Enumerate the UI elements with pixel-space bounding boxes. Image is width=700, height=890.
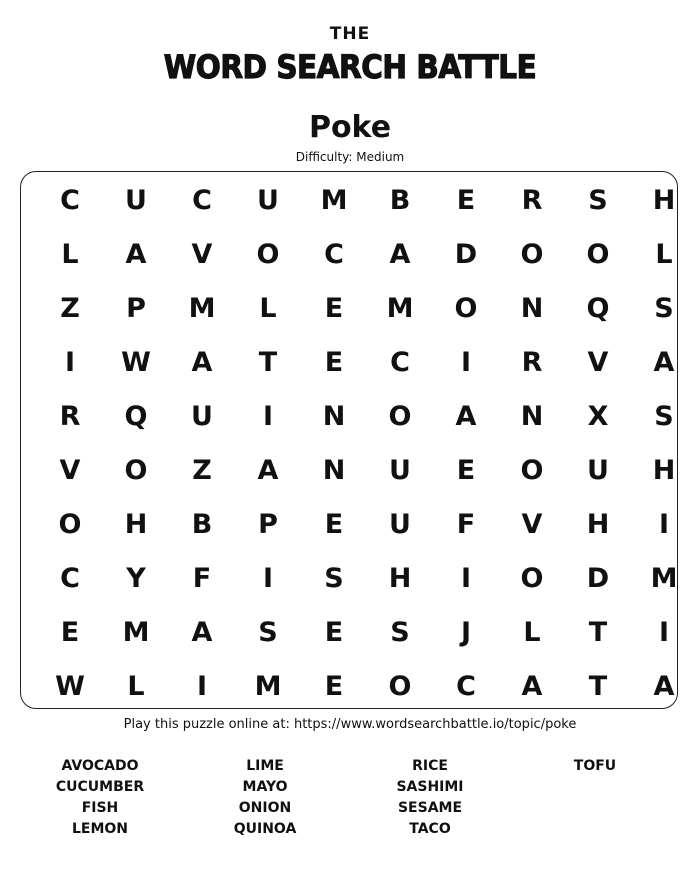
grid-cell[interactable]: R bbox=[521, 347, 543, 378]
grid-cell[interactable]: O bbox=[454, 293, 478, 324]
grid-cell[interactable]: Z bbox=[192, 455, 212, 486]
word-column bbox=[20, 756, 180, 840]
grid-cell[interactable]: N bbox=[520, 293, 544, 324]
grid-cell[interactable]: M bbox=[188, 293, 216, 324]
grid-cell[interactable]: P bbox=[258, 509, 278, 540]
grid-cell[interactable]: E bbox=[324, 293, 344, 324]
word-list-item: ONION bbox=[238, 800, 292, 816]
grid-cell[interactable]: A bbox=[653, 347, 675, 378]
grid-cell[interactable]: H bbox=[586, 509, 610, 540]
grid-cell[interactable]: F bbox=[192, 563, 212, 594]
grid-cell[interactable]: J bbox=[460, 617, 472, 648]
grid-cell[interactable]: S bbox=[654, 401, 674, 432]
grid-cell[interactable]: A bbox=[521, 671, 543, 702]
grid-cell[interactable]: U bbox=[125, 185, 147, 216]
grid-cell[interactable]: E bbox=[324, 347, 344, 378]
grid-cell[interactable]: Y bbox=[126, 563, 146, 594]
grid-cell[interactable]: A bbox=[389, 239, 411, 270]
word-list-item: CUCUMBER bbox=[55, 779, 145, 795]
grid-cell[interactable]: R bbox=[521, 185, 543, 216]
grid-cell[interactable]: I bbox=[460, 563, 472, 594]
word-list bbox=[0, 756, 700, 856]
grid-cell[interactable]: V bbox=[521, 509, 543, 540]
grid-cell[interactable]: T bbox=[588, 671, 608, 702]
grid-cell[interactable]: I bbox=[460, 347, 472, 378]
pre-title: THE bbox=[329, 24, 371, 44]
grid-cell[interactable]: C bbox=[390, 347, 410, 378]
grid-cell[interactable]: S bbox=[588, 185, 608, 216]
word-list-item: SESAME bbox=[397, 800, 463, 816]
grid-cell[interactable]: D bbox=[586, 563, 610, 594]
grid-cell[interactable]: N bbox=[322, 455, 346, 486]
grid-cell[interactable]: O bbox=[586, 239, 610, 270]
grid-cell[interactable]: B bbox=[389, 185, 411, 216]
grid-cell[interactable]: M bbox=[386, 293, 414, 324]
word-list-item: SASHIMI bbox=[396, 779, 464, 795]
grid-cell[interactable]: U bbox=[257, 185, 279, 216]
grid-cell[interactable]: L bbox=[127, 671, 145, 702]
word-list-item: TOFU bbox=[573, 758, 617, 774]
grid-cell[interactable]: E bbox=[456, 455, 476, 486]
grid-cell[interactable]: Q bbox=[586, 293, 610, 324]
grid-cell[interactable]: E bbox=[324, 509, 344, 540]
grid-cell[interactable]: A bbox=[125, 239, 147, 270]
grid-cell[interactable]: Z bbox=[60, 293, 80, 324]
grid-cell[interactable]: P bbox=[126, 293, 146, 324]
grid-cell[interactable]: W bbox=[121, 347, 151, 378]
grid-cell[interactable]: I bbox=[658, 509, 670, 540]
grid-cell[interactable]: N bbox=[322, 401, 346, 432]
word-column bbox=[515, 756, 675, 777]
grid-cell[interactable]: A bbox=[191, 617, 213, 648]
grid-cell[interactable]: O bbox=[520, 563, 544, 594]
word-list-item: FISH bbox=[81, 800, 119, 816]
grid-cell[interactable]: H bbox=[652, 185, 676, 216]
grid-cell[interactable]: V bbox=[191, 239, 213, 270]
difficulty-label: Difficulty: Medium bbox=[295, 150, 405, 164]
word-list-item: LEMON bbox=[71, 821, 129, 837]
grid-cell[interactable]: L bbox=[259, 293, 277, 324]
grid-cell[interactable]: E bbox=[324, 671, 344, 702]
word-list-item: MAYO bbox=[242, 779, 288, 795]
grid-cell[interactable]: L bbox=[655, 239, 673, 270]
grid-cell[interactable]: A bbox=[257, 455, 279, 486]
grid-cell[interactable]: O bbox=[388, 671, 412, 702]
grid-cell[interactable]: S bbox=[654, 293, 674, 324]
word-column bbox=[185, 756, 345, 840]
grid-cell[interactable]: L bbox=[523, 617, 541, 648]
grid-cell[interactable]: I bbox=[196, 671, 208, 702]
grid-cell[interactable]: T bbox=[588, 617, 608, 648]
grid-cell[interactable]: S bbox=[390, 617, 410, 648]
grid-cell[interactable]: M bbox=[254, 671, 282, 702]
grid-cell[interactable]: O bbox=[520, 455, 544, 486]
word-list-item: RICE bbox=[412, 758, 448, 774]
grid-cell[interactable]: T bbox=[258, 347, 278, 378]
grid-cell[interactable]: W bbox=[55, 671, 85, 702]
grid-cell[interactable]: V bbox=[59, 455, 81, 486]
grid-cell[interactable]: C bbox=[60, 185, 80, 216]
grid-cell[interactable]: E bbox=[456, 185, 476, 216]
online-link-text: Play this puzzle online at: https://www.wordsearchbattle.io/topic/poke bbox=[123, 717, 577, 732]
grid-cell[interactable]: U bbox=[389, 455, 411, 486]
grid-cell[interactable]: A bbox=[191, 347, 213, 378]
grid-cell[interactable]: H bbox=[652, 455, 676, 486]
grid-cell[interactable]: U bbox=[587, 455, 609, 486]
letter-grid-box bbox=[20, 171, 678, 709]
grid-cell[interactable]: F bbox=[456, 509, 476, 540]
grid-cell[interactable]: E bbox=[60, 617, 80, 648]
grid-cell[interactable]: O bbox=[124, 455, 148, 486]
grid-cell[interactable]: C bbox=[456, 671, 476, 702]
grid-cell[interactable]: Q bbox=[124, 401, 148, 432]
grid-cell[interactable]: O bbox=[256, 239, 280, 270]
grid-cell[interactable]: A bbox=[455, 401, 477, 432]
grid-cell[interactable]: D bbox=[454, 239, 478, 270]
grid-cell[interactable]: M bbox=[320, 185, 348, 216]
word-list-item: QUINOA bbox=[233, 821, 297, 837]
grid-cell[interactable]: A bbox=[653, 671, 675, 702]
grid-cell[interactable]: O bbox=[388, 401, 412, 432]
grid-cell[interactable]: S bbox=[258, 617, 278, 648]
grid-cell[interactable]: B bbox=[191, 509, 213, 540]
grid-cell[interactable]: M bbox=[122, 617, 150, 648]
puzzle-title: Poke bbox=[308, 110, 392, 145]
word-list-item: AVOCADO bbox=[61, 758, 139, 774]
word-list-item: LIME bbox=[246, 758, 284, 774]
grid-cell[interactable]: I bbox=[64, 347, 76, 378]
grid-cell[interactable]: R bbox=[59, 401, 81, 432]
grid-cell[interactable]: E bbox=[324, 617, 344, 648]
grid-cell[interactable]: I bbox=[262, 563, 274, 594]
grid-cell[interactable]: H bbox=[124, 509, 148, 540]
grid-cell[interactable]: N bbox=[520, 401, 544, 432]
grid-cell[interactable]: S bbox=[324, 563, 344, 594]
grid-cell[interactable]: C bbox=[192, 185, 212, 216]
letter-grid bbox=[37, 174, 697, 704]
word-list-item: TACO bbox=[409, 821, 451, 837]
grid-cell[interactable]: V bbox=[587, 347, 609, 378]
grid-cell[interactable]: I bbox=[262, 401, 274, 432]
grid-cell[interactable]: O bbox=[520, 239, 544, 270]
grid-cell[interactable]: L bbox=[61, 239, 79, 270]
grid-cell[interactable]: I bbox=[658, 617, 670, 648]
grid-cell[interactable]: U bbox=[191, 401, 213, 432]
grid-cell[interactable]: H bbox=[388, 563, 412, 594]
word-column bbox=[350, 756, 510, 840]
grid-cell[interactable]: M bbox=[650, 563, 678, 594]
grid-cell[interactable]: U bbox=[389, 509, 411, 540]
grid-cell[interactable]: X bbox=[587, 401, 609, 432]
grid-cell[interactable]: O bbox=[58, 509, 82, 540]
grid-cell[interactable]: C bbox=[60, 563, 80, 594]
brand-logo: WORD SEARCH BATTLE bbox=[163, 48, 537, 86]
grid-cell[interactable]: C bbox=[324, 239, 344, 270]
